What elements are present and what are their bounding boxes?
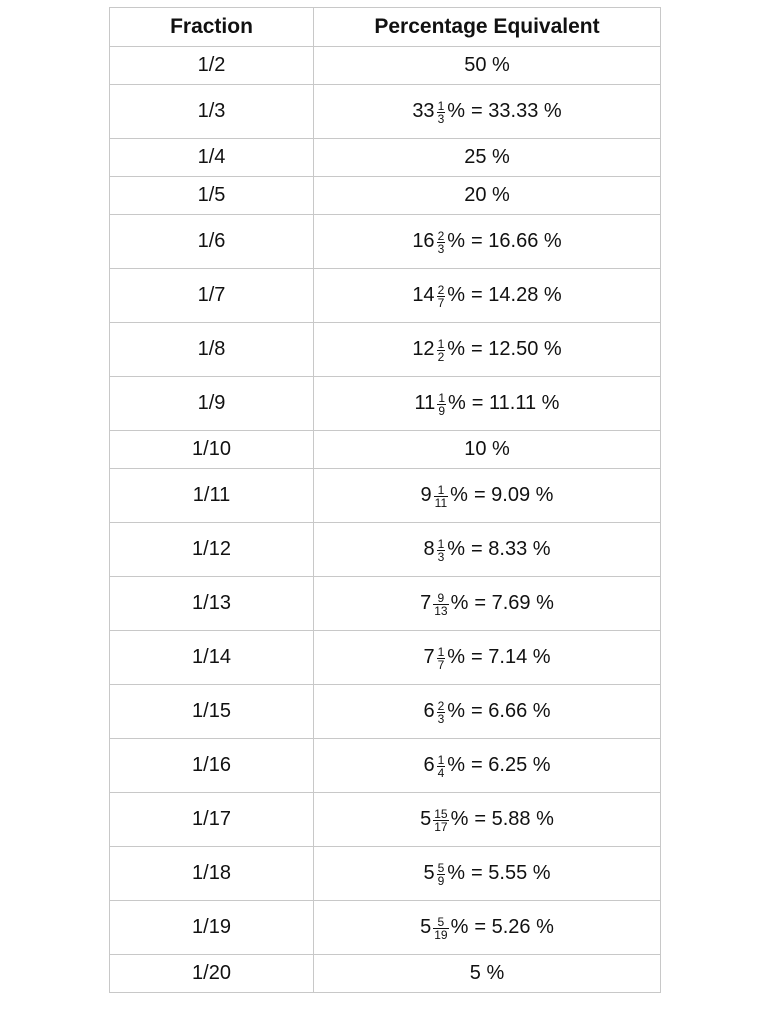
stacked-fraction xyxy=(437,392,446,417)
percent-sign: % xyxy=(447,284,466,306)
percentage-cell xyxy=(314,577,661,631)
percentage-cell xyxy=(314,955,661,993)
fraction-denominator: 11 xyxy=(434,496,448,510)
table-row xyxy=(110,177,661,215)
percentage-cell xyxy=(314,847,661,901)
stacked-fraction xyxy=(437,284,446,309)
fraction-cell: 1/13 xyxy=(110,577,314,631)
table-row xyxy=(110,85,661,139)
mixed-number-percentage xyxy=(420,807,554,832)
percent-sign: % xyxy=(448,392,466,414)
header-row xyxy=(110,8,661,47)
stacked-fraction xyxy=(437,230,446,255)
percent-sign: % xyxy=(450,484,468,506)
fraction-cell: 1/20 xyxy=(110,955,314,993)
percentage-column-header: Percentage Equivalent xyxy=(314,8,661,47)
fraction-cell: 1/5 xyxy=(110,177,314,215)
percent-sign: % xyxy=(447,100,466,122)
mixed-number-percentage xyxy=(420,915,554,940)
percent-sign: % xyxy=(447,754,466,776)
table-row xyxy=(110,847,661,901)
table-row xyxy=(110,901,661,955)
fraction-numerator: 5 xyxy=(437,861,445,875)
fraction-numerator: 2 xyxy=(437,699,445,713)
decimal-equivalent: = 7.69 % xyxy=(474,592,554,614)
percent-sign: % xyxy=(447,700,466,722)
mixed-whole: 14 xyxy=(412,284,435,306)
fraction-numerator: 1 xyxy=(437,483,445,497)
stacked-fraction xyxy=(437,338,446,363)
decimal-equivalent: = 6.66 % xyxy=(471,700,551,722)
mixed-whole: 8 xyxy=(423,538,435,560)
percentage-cell xyxy=(314,177,661,215)
table-row xyxy=(110,139,661,177)
mixed-number-percentage xyxy=(412,337,561,362)
fraction-cell: 1/17 xyxy=(110,793,314,847)
mixed-whole: 12 xyxy=(412,338,435,360)
percentage-cell xyxy=(314,139,661,177)
mixed-number-percentage xyxy=(423,699,550,724)
mixed-number-percentage xyxy=(423,861,550,886)
fraction-numerator: 15 xyxy=(434,807,448,821)
percentage-value: 5 % xyxy=(469,962,505,984)
percentage-value: 20 % xyxy=(464,184,510,206)
fraction-denominator: 7 xyxy=(437,658,445,672)
percentage-value: 25 % xyxy=(464,146,510,168)
table-row xyxy=(110,523,661,577)
table-row xyxy=(110,469,661,523)
percent-sign: % xyxy=(450,592,469,614)
percentage-cell xyxy=(314,739,661,793)
table-row xyxy=(110,793,661,847)
percentage-cell xyxy=(314,793,661,847)
mixed-whole: 5 xyxy=(420,916,432,938)
stacked-fraction xyxy=(433,592,448,617)
table-row xyxy=(110,377,661,431)
fraction-cell: 1/2 xyxy=(110,47,314,85)
table-row xyxy=(110,577,661,631)
fraction-cell: 1/8 xyxy=(110,323,314,377)
fraction-numerator: 1 xyxy=(437,645,445,659)
decimal-equivalent: = 8.33 % xyxy=(471,538,551,560)
table-row xyxy=(110,431,661,469)
percentage-value: 50 % xyxy=(464,54,510,76)
fraction-cell: 1/16 xyxy=(110,739,314,793)
table-row xyxy=(110,739,661,793)
percent-sign: % xyxy=(447,230,466,252)
table-row xyxy=(110,323,661,377)
percentage-cell xyxy=(314,323,661,377)
decimal-equivalent: = 9.09 % xyxy=(473,484,554,506)
table-row xyxy=(110,47,661,85)
percentage-cell xyxy=(314,431,661,469)
fraction-denominator: 2 xyxy=(437,350,445,364)
mixed-number-percentage xyxy=(420,591,554,616)
mixed-number-percentage xyxy=(423,537,550,562)
fraction-denominator: 17 xyxy=(434,820,448,834)
stacked-fraction xyxy=(437,100,446,125)
percent-sign: % xyxy=(450,808,469,830)
fraction-column-header: Fraction xyxy=(110,8,314,47)
percentage-cell xyxy=(314,901,661,955)
mixed-whole: 6 xyxy=(423,700,435,722)
mixed-number-percentage xyxy=(412,283,561,308)
fraction-numerator: 9 xyxy=(437,591,445,605)
mixed-whole: 33 xyxy=(412,100,435,122)
decimal-equivalent: = 14.28 % xyxy=(471,284,562,306)
mixed-whole: 7 xyxy=(423,646,435,668)
percent-sign: % xyxy=(447,646,466,668)
mixed-whole: 5 xyxy=(423,862,435,884)
percentage-cell xyxy=(314,269,661,323)
mixed-number-percentage xyxy=(421,483,554,508)
percent-sign: % xyxy=(447,338,466,360)
stacked-fraction xyxy=(433,916,448,941)
decimal-equivalent: = 12.50 % xyxy=(471,338,562,360)
table-row xyxy=(110,269,661,323)
fraction-cell: 1/11 xyxy=(110,469,314,523)
fraction-denominator: 9 xyxy=(437,874,445,888)
mixed-whole: 6 xyxy=(423,754,435,776)
decimal-equivalent: = 5.88 % xyxy=(474,808,554,830)
fraction-cell: 1/12 xyxy=(110,523,314,577)
percentage-cell xyxy=(314,685,661,739)
decimal-equivalent: = 11.11 % xyxy=(471,392,560,414)
table-row xyxy=(110,685,661,739)
stacked-fraction xyxy=(433,808,448,833)
percentage-cell xyxy=(314,85,661,139)
table-row xyxy=(110,955,661,993)
fraction-denominator: 3 xyxy=(437,712,445,726)
percentage-value: 10 % xyxy=(464,438,510,460)
mixed-number-percentage xyxy=(412,229,561,254)
stacked-fraction xyxy=(437,538,446,563)
fraction-cell: 1/3 xyxy=(110,85,314,139)
fraction-numerator: 2 xyxy=(437,283,445,297)
percentage-cell xyxy=(314,47,661,85)
fraction-cell: 1/6 xyxy=(110,215,314,269)
mixed-number-percentage xyxy=(415,391,560,416)
percent-sign: % xyxy=(447,538,466,560)
fraction-denominator: 3 xyxy=(437,112,445,126)
fraction-cell: 1/14 xyxy=(110,631,314,685)
mixed-whole: 5 xyxy=(420,808,432,830)
fraction-denominator: 13 xyxy=(434,604,448,618)
percent-sign: % xyxy=(447,862,466,884)
fraction-cell: 1/7 xyxy=(110,269,314,323)
mixed-number-percentage xyxy=(423,645,550,670)
fraction-denominator: 4 xyxy=(437,766,445,780)
fraction-numerator: 1 xyxy=(437,537,445,551)
percentage-cell xyxy=(314,469,661,523)
percentage-cell xyxy=(314,377,661,431)
decimal-equivalent: = 16.66 % xyxy=(471,230,562,252)
percentage-cell xyxy=(314,631,661,685)
fraction-cell: 1/18 xyxy=(110,847,314,901)
mixed-whole: 11 xyxy=(414,392,436,414)
fraction-denominator: 19 xyxy=(434,928,448,942)
fraction-denominator: 9 xyxy=(438,404,445,418)
percentage-cell xyxy=(314,215,661,269)
mixed-whole: 7 xyxy=(420,592,432,614)
fraction-numerator: 1 xyxy=(438,391,445,405)
mixed-number-percentage xyxy=(412,99,561,124)
percent-sign: % xyxy=(450,916,469,938)
decimal-equivalent: = 7.14 % xyxy=(471,646,551,668)
stacked-fraction xyxy=(434,484,448,509)
decimal-equivalent: = 33.33 % xyxy=(471,100,562,122)
mixed-whole: 16 xyxy=(412,230,435,252)
table-row xyxy=(110,215,661,269)
decimal-equivalent: = 5.26 % xyxy=(474,916,554,938)
fraction-denominator: 3 xyxy=(437,550,445,564)
table-row xyxy=(110,631,661,685)
fraction-numerator: 1 xyxy=(437,337,445,351)
decimal-equivalent: = 6.25 % xyxy=(471,754,551,776)
mixed-number-percentage xyxy=(423,753,550,778)
fraction-percentage-table xyxy=(109,7,661,993)
fraction-cell: 1/19 xyxy=(110,901,314,955)
fraction-cell: 1/9 xyxy=(110,377,314,431)
fraction-denominator: 3 xyxy=(437,242,445,256)
fraction-numerator: 2 xyxy=(437,229,445,243)
stacked-fraction xyxy=(437,646,446,671)
percentage-cell xyxy=(314,523,661,577)
fraction-cell: 1/15 xyxy=(110,685,314,739)
table-body xyxy=(110,47,661,993)
decimal-equivalent: = 5.55 % xyxy=(471,862,551,884)
fraction-numerator: 5 xyxy=(437,915,445,929)
fraction-cell: 1/10 xyxy=(110,431,314,469)
stacked-fraction xyxy=(437,700,446,725)
stacked-fraction xyxy=(437,754,446,779)
stacked-fraction xyxy=(437,862,446,887)
fraction-cell: 1/4 xyxy=(110,139,314,177)
mixed-whole: 9 xyxy=(420,484,432,506)
fraction-numerator: 1 xyxy=(437,99,445,113)
fraction-numerator: 1 xyxy=(437,753,445,767)
fraction-denominator: 7 xyxy=(437,296,445,310)
